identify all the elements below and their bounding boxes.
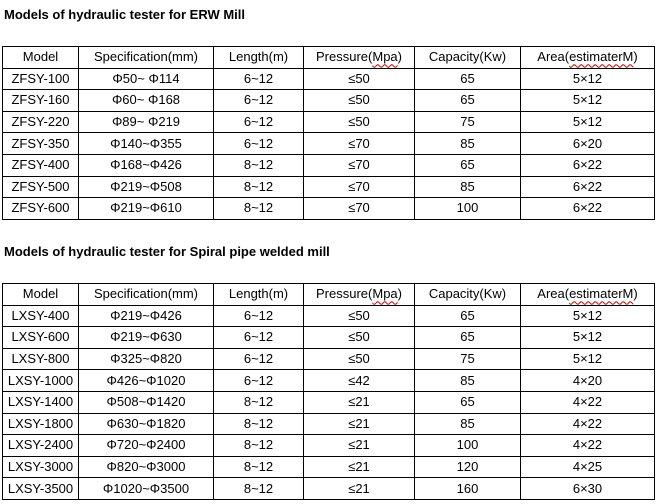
cell-model: ZFSY-400 [3,154,79,176]
column-header-area: Area(estimaterM) [521,284,655,306]
column-header-capacity: Capacity(Kw) [415,284,521,306]
cell-pressure: ≤70 [304,133,415,155]
cell-specification: Φ820~Φ3000 [79,456,214,478]
erw-mill-title: Models of hydraulic tester for ERW Mill [4,7,246,22]
column-header-length: Length(m) [214,47,304,69]
cell-length: 6~12 [214,133,304,155]
cell-capacity: 65 [415,90,521,112]
erw-mill-table [2,46,655,220]
cell-length: 8~12 [214,154,304,176]
cell-specification: Φ630~Φ1820 [79,413,214,435]
cell-specification: Φ60~ Φ168 [79,90,214,112]
cell-length: 6~12 [214,111,304,133]
table-row [3,456,655,478]
cell-capacity: 85 [415,133,521,155]
column-header-length: Length(m) [214,284,304,306]
cell-capacity: 75 [415,111,521,133]
cell-pressure: ≤70 [304,198,415,220]
cell-length: 8~12 [214,478,304,500]
cell-model: LXSY-600 [3,327,79,349]
cell-area: 5×12 [521,348,655,370]
spellcheck-underline: Mpa [372,49,398,65]
table-row [3,305,655,327]
cell-capacity: 65 [415,68,521,90]
table-row [3,478,655,500]
column-header-capacity: Capacity(Kw) [415,47,521,69]
cell-area: 5×12 [521,68,655,90]
cell-capacity: 100 [415,198,521,220]
cell-length: 6~12 [214,370,304,392]
table-row [3,68,655,90]
table-header-row [3,47,655,69]
cell-length: 6~12 [214,68,304,90]
cell-capacity: 100 [415,435,521,457]
cell-pressure: ≤21 [304,413,415,435]
cell-specification: Φ140~Φ355 [79,133,214,155]
cell-model: LXSY-1400 [3,391,79,413]
cell-area: 4×20 [521,370,655,392]
cell-pressure: ≤50 [304,68,415,90]
cell-capacity: 85 [415,176,521,198]
table-row [3,435,655,457]
cell-specification: Φ1020~Φ3500 [79,478,214,500]
cell-specification: Φ219~Φ508 [79,176,214,198]
table-row [3,198,655,220]
cell-specification: Φ168~Φ426 [79,154,214,176]
cell-length: 6~12 [214,305,304,327]
table-row [3,176,655,198]
cell-area: 6×22 [521,198,655,220]
cell-pressure: ≤21 [304,456,415,478]
cell-area: 6×22 [521,176,655,198]
cell-length: 8~12 [214,435,304,457]
spiral-mill-table [2,283,655,500]
cell-area: 4×22 [521,413,655,435]
cell-capacity: 75 [415,348,521,370]
column-header-pressure: Pressure(Mpa) [304,284,415,306]
cell-area: 4×22 [521,391,655,413]
cell-pressure: ≤50 [304,90,415,112]
cell-model: ZFSY-350 [3,133,79,155]
cell-area: 6×30 [521,478,655,500]
cell-area: 5×12 [521,90,655,112]
cell-capacity: 65 [415,327,521,349]
cell-model: ZFSY-600 [3,198,79,220]
cell-model: LXSY-3500 [3,478,79,500]
cell-pressure: ≤42 [304,370,415,392]
cell-model: ZFSY-500 [3,176,79,198]
table-row [3,154,655,176]
cell-length: 6~12 [214,348,304,370]
table-row [3,111,655,133]
table-row [3,90,655,112]
column-header-pressure: Pressure(Mpa) [304,47,415,69]
cell-length: 6~12 [214,90,304,112]
cell-length: 8~12 [214,391,304,413]
column-header-area: Area(estimaterM) [521,47,655,69]
cell-specification: Φ50~ Φ114 [79,68,214,90]
cell-model: ZFSY-160 [3,90,79,112]
cell-length: 8~12 [214,413,304,435]
column-header-specification: Specification(mm) [79,47,214,69]
cell-pressure: ≤50 [304,348,415,370]
cell-length: 6~12 [214,327,304,349]
spellcheck-underline: Mpa [372,286,398,302]
cell-model: LXSY-1000 [3,370,79,392]
cell-pressure: ≤21 [304,391,415,413]
cell-area: 6×22 [521,154,655,176]
cell-capacity: 160 [415,478,521,500]
spiral-mill-title: Models of hydraulic tester for Spiral pipe welded mill [4,244,330,259]
table-header-row [3,284,655,306]
cell-area: 5×12 [521,327,655,349]
cell-length: 8~12 [214,456,304,478]
spellcheck-underline: estimaterM [569,49,634,65]
cell-model: LXSY-1800 [3,413,79,435]
table-row [3,327,655,349]
cell-pressure: ≤70 [304,176,415,198]
cell-pressure: ≤21 [304,478,415,500]
cell-pressure: ≤70 [304,154,415,176]
column-header-model: Model [3,284,79,306]
cell-area: 5×12 [521,111,655,133]
cell-capacity: 65 [415,154,521,176]
cell-pressure: ≤50 [304,111,415,133]
cell-area: 4×25 [521,456,655,478]
table-row [3,348,655,370]
cell-pressure: ≤50 [304,305,415,327]
cell-pressure: ≤50 [304,327,415,349]
cell-length: 8~12 [214,198,304,220]
cell-area: 5×12 [521,305,655,327]
cell-model: LXSY-800 [3,348,79,370]
cell-specification: Φ720~Φ2400 [79,435,214,457]
cell-specification: Φ508~Φ1420 [79,391,214,413]
cell-specification: Φ219~Φ630 [79,327,214,349]
cell-pressure: ≤21 [304,435,415,457]
cell-model: ZFSY-220 [3,111,79,133]
cell-length: 8~12 [214,176,304,198]
table-row [3,133,655,155]
cell-specification: Φ325~Φ820 [79,348,214,370]
cell-area: 6×20 [521,133,655,155]
cell-specification: Φ426~Φ1020 [79,370,214,392]
cell-model: LXSY-400 [3,305,79,327]
table-row [3,370,655,392]
cell-capacity: 65 [415,305,521,327]
cell-capacity: 85 [415,413,521,435]
table-row [3,413,655,435]
column-header-specification: Specification(mm) [79,284,214,306]
cell-model: LXSY-2400 [3,435,79,457]
table-row [3,391,655,413]
cell-specification: Φ219~Φ610 [79,198,214,220]
column-header-model: Model [3,47,79,69]
cell-model: LXSY-3000 [3,456,79,478]
cell-specification: Φ219~Φ426 [79,305,214,327]
cell-capacity: 120 [415,456,521,478]
cell-area: 4×22 [521,435,655,457]
spellcheck-underline: estimaterM [569,286,634,302]
cell-specification: Φ89~ Φ219 [79,111,214,133]
cell-capacity: 65 [415,391,521,413]
cell-capacity: 85 [415,370,521,392]
cell-model: ZFSY-100 [3,68,79,90]
